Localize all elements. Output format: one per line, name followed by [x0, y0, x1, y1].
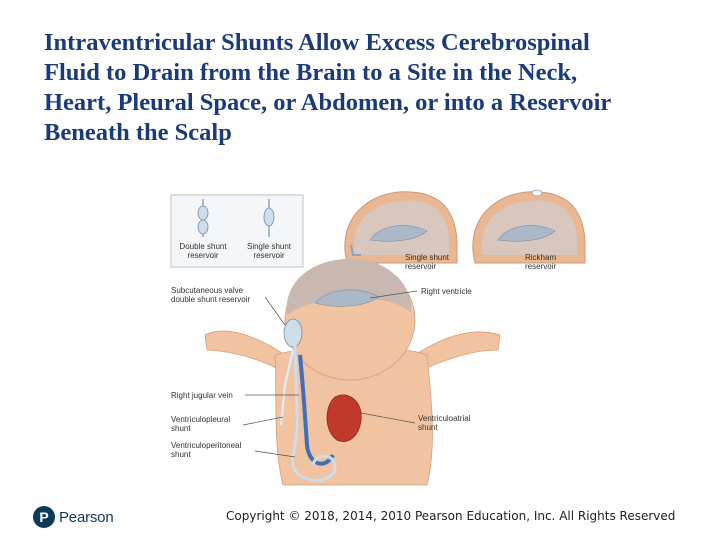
title-line: Intraventricular Shunts Allow Excess Cerebrospinal [44, 29, 590, 56]
label-single-shunt-reservoir-2: reservoir [253, 251, 285, 260]
pearson-logo-icon: P [33, 506, 55, 528]
pearson-logo [33, 504, 113, 530]
subcutaneous-valve [284, 319, 302, 347]
heart [327, 395, 361, 442]
title-line: Heart, Pleural Space, or Abdomen, or into a Reservoir [44, 89, 612, 116]
label-single-shunt-reservoir: Single shunt [246, 242, 292, 251]
label-double-shunt-reservoir: Double shunt [179, 242, 227, 251]
label-rickham-reservoir: Rickham [525, 253, 557, 262]
title-line: Fluid to Drain from the Brain to a Site in the Neck, [44, 59, 578, 86]
label-right-jugular-vein: Right jugular vein [171, 391, 233, 400]
slide-title [44, 28, 704, 148]
head-section-rickham [473, 190, 585, 271]
leader-subcutaneous-valve [265, 297, 285, 325]
label-ventriculoperitoneal-2: shunt [171, 450, 191, 459]
label-ventriculoatrial-2: shunt [418, 423, 438, 432]
label-double-shunt-reservoir-2: reservoir [187, 251, 219, 260]
label-ventriculoperitoneal: Ventriculoperitoneal [171, 441, 242, 450]
label-single-shunt-head-2: reservoir [405, 262, 437, 271]
head-section-single-shunt [345, 192, 457, 271]
copyright-notice: Copyright © 2018, 2014, 2010 Pearson Education, Inc. All Rights Reserved [226, 509, 676, 523]
label-single-shunt-head: Single shunt [405, 253, 450, 262]
label-subcutaneous-valve-2: double shunt reservoir [171, 295, 251, 304]
pearson-wordmark: Pearson [59, 508, 114, 526]
label-right-ventricle: Right ventricle [421, 287, 472, 296]
label-ventriculoatrial: Ventriculoatrial [418, 414, 471, 423]
left-arm [205, 331, 285, 370]
shunt-illustration [165, 185, 720, 505]
reservoir-inset [171, 195, 303, 267]
label-rickham-reservoir-2: reservoir [525, 262, 557, 271]
label-ventriculopleural-2: shunt [171, 424, 191, 433]
shunt-illustration-svg [165, 185, 695, 495]
title-line: Beneath the Scalp [44, 119, 232, 146]
label-subcutaneous-valve: Subcutaneous valve [171, 286, 244, 295]
label-ventriculopleural: Ventriculopleural [171, 415, 231, 424]
